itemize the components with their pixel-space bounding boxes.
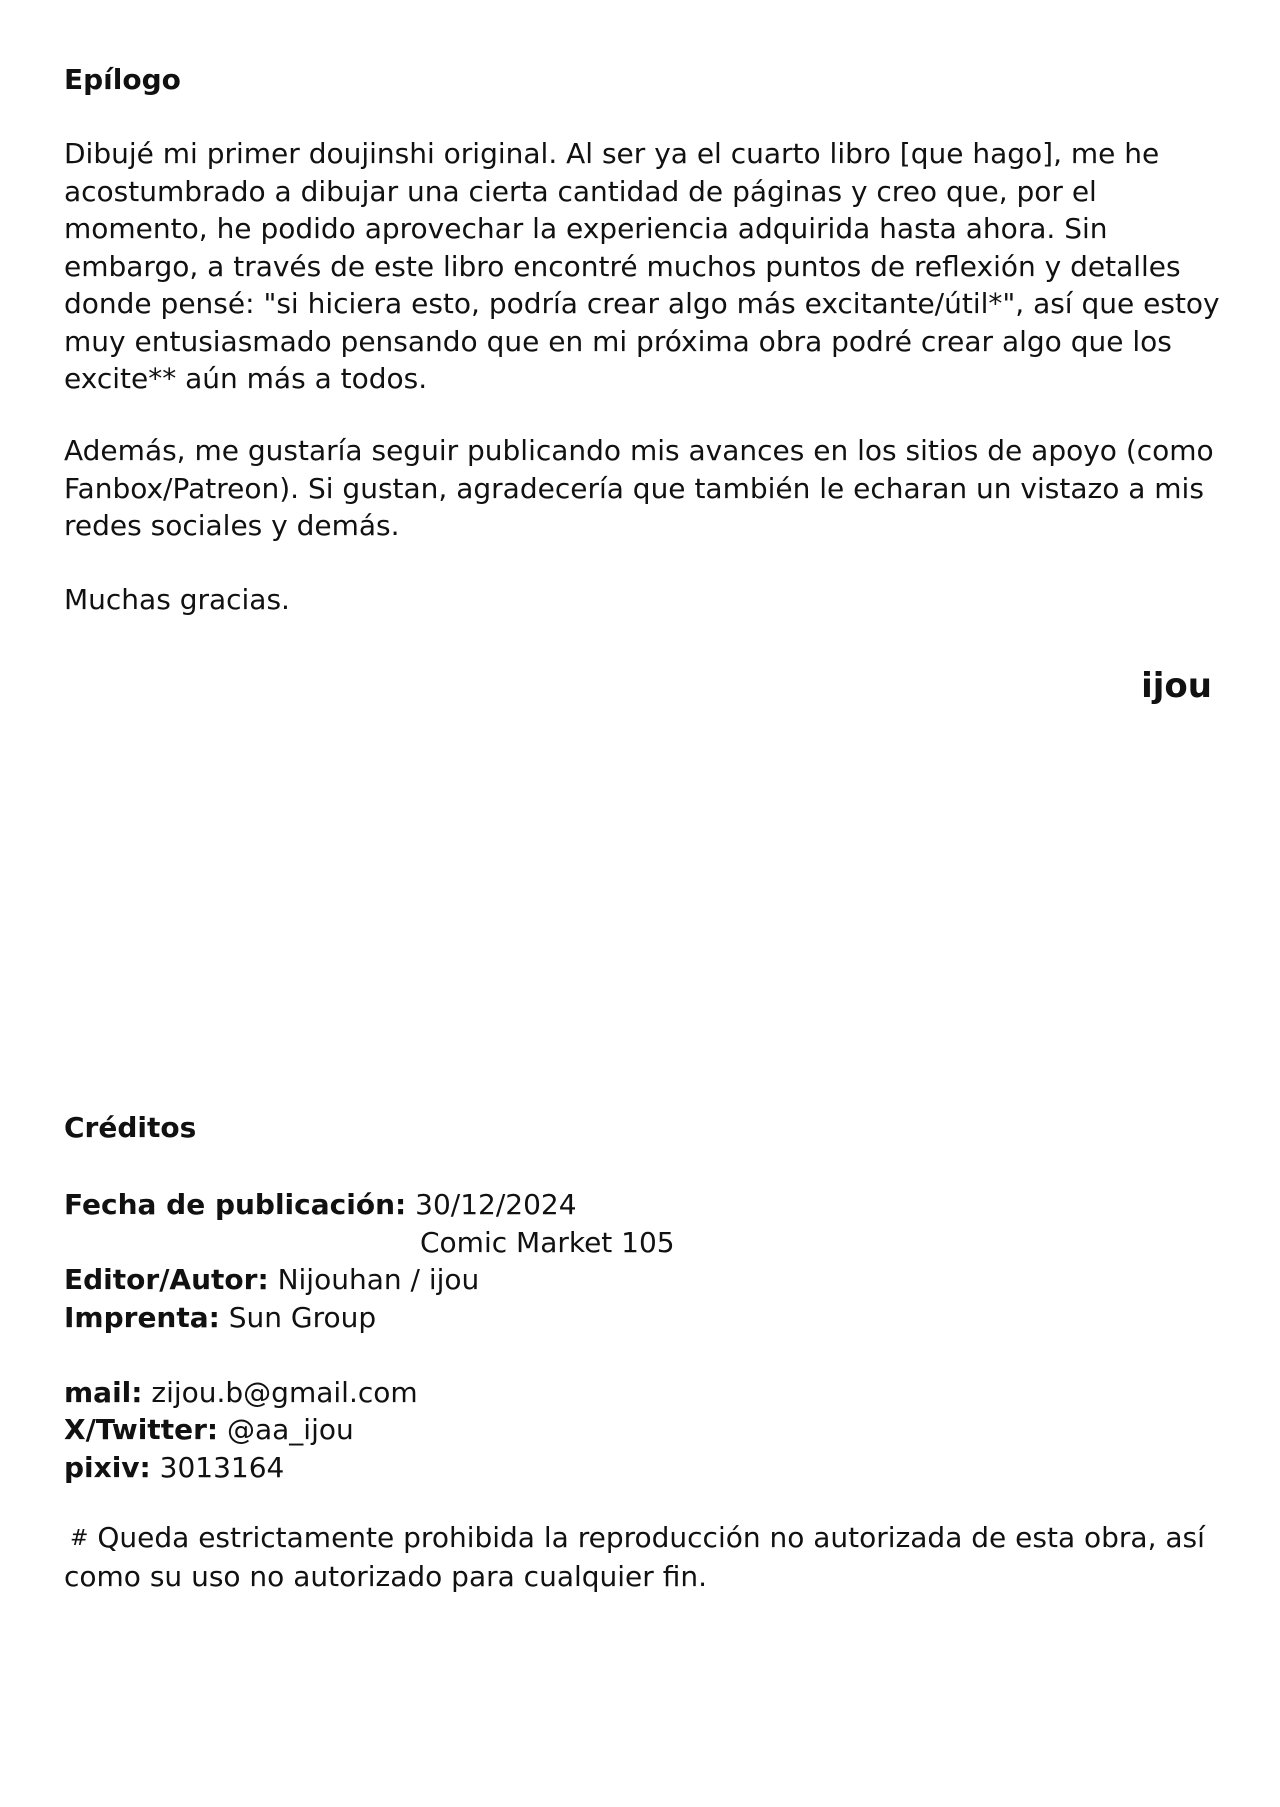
pixiv-label: pixiv:	[64, 1450, 151, 1484]
epilogue-body-3	[64, 581, 1224, 619]
twitter-value: @aa_ijou	[226, 1413, 354, 1446]
epilogue-heading: Epílogo	[64, 63, 181, 96]
credits-heading: Créditos	[64, 1111, 197, 1144]
printer-value: Sun Group	[228, 1300, 377, 1334]
twitter-label: X/Twitter:	[64, 1413, 219, 1446]
credits-list	[64, 1186, 1224, 1486]
printer-row	[64, 1299, 1224, 1337]
notice-mark: #	[70, 1526, 89, 1551]
epilogue-paragraph-2: Además, me gustaría seguir publicando mis avances en los sitios de apoyo (como Fanbox/Patreon). Si gustan, agradecería que también le echaran un vistazo a mis redes sociales y demás.	[64, 434, 1214, 542]
publication-date-label: Fecha de publicación:	[64, 1188, 407, 1221]
editor-value: Nijouhan / ijou	[277, 1263, 480, 1296]
epilogue-body-2	[64, 432, 1224, 545]
event-value: Comic Market 105	[420, 1225, 675, 1259]
epilogue-paragraph-3: Muchas gracias.	[64, 583, 290, 616]
credits-gap	[64, 1336, 1224, 1374]
event-row	[64, 1224, 1224, 1262]
printer-label: Imprenta:	[64, 1300, 220, 1334]
pixiv-value: 3013164	[159, 1450, 285, 1484]
pixiv-row	[64, 1449, 1224, 1487]
editor-row	[64, 1261, 1224, 1299]
publication-date-row	[64, 1186, 1224, 1224]
twitter-row	[64, 1411, 1224, 1449]
mail-value: zijou.b@gmail.com	[151, 1375, 418, 1409]
epilogue-paragraph-1: Dibujé mi primer doujinshi original. Al ser ya el cuarto libro [que hago], me he acostumbrado a dibujar una cierta cantidad de páginas y creo que, por el momento, he podido aprovechar la experiencia adquirida hasta ahora. Sin embargo, a través de este libro encontré muchos puntos de reflexión y detalles donde pensé: "si hiciera esto, podría crear algo más excitante/útil*", así que estoy muy entusiasmado pensando que en mi próxima obra podré crear algo que los excite** aún más a todos.	[64, 137, 1220, 395]
notice-text: Queda estrictamente prohibida la reproducción no autorizada de esta obra, así como su uso no autorizado para cualquier fin.	[64, 1521, 1205, 1593]
epilogue-body	[64, 135, 1224, 398]
mail-row	[64, 1374, 1224, 1412]
mail-label: mail:	[64, 1375, 143, 1409]
publication-date-value: 30/12/2024	[415, 1188, 577, 1221]
editor-label: Editor/Autor:	[64, 1263, 269, 1296]
copyright-notice	[64, 1519, 1224, 1595]
author-signature: ijou	[1141, 666, 1212, 706]
